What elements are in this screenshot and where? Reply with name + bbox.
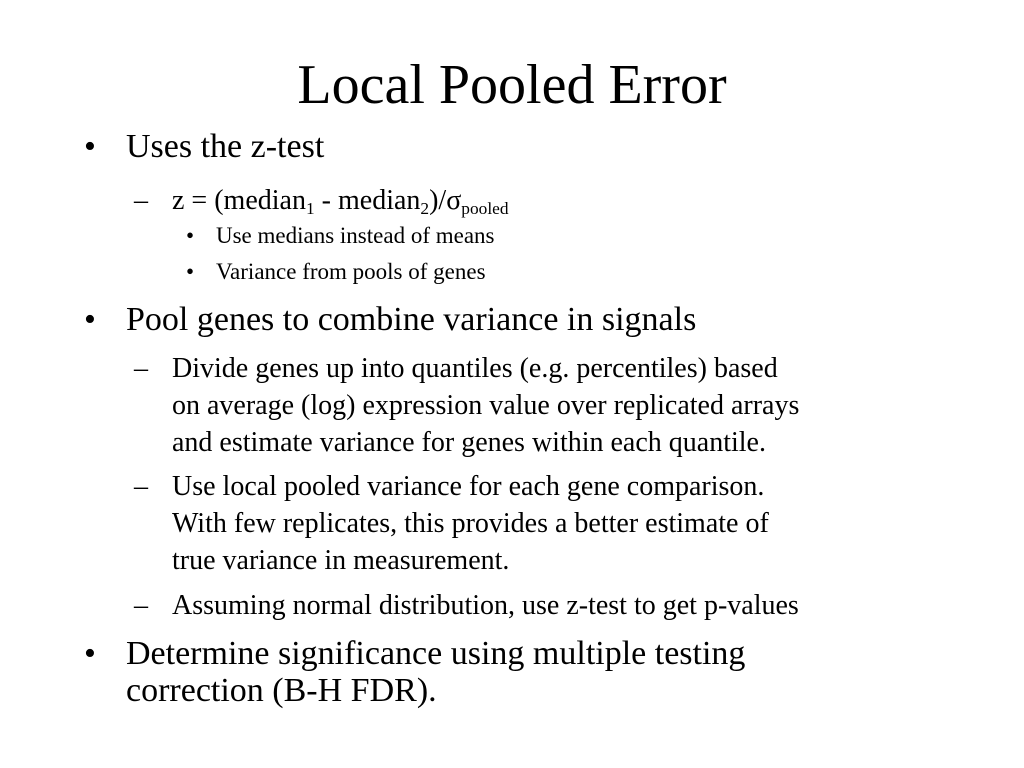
- bullet-item: [84, 301, 984, 338]
- bullet-item: [84, 635, 984, 709]
- text-line: on average (log) expression value over replicated arrays: [172, 390, 800, 421]
- text-line: With few replicates, this provides a better estimate of: [172, 508, 769, 539]
- bullet-marker: •: [186, 223, 195, 248]
- text-line: Use local pooled variance for each gene comparison.: [172, 471, 765, 502]
- text-line: true variance in measurement.: [172, 545, 510, 576]
- bullet-text: [172, 468, 954, 579]
- formula-mid: - median: [314, 185, 421, 216]
- bullet-text: Uses the z-test: [126, 128, 325, 165]
- z-formula: [172, 182, 954, 222]
- dash-marker: –: [134, 471, 148, 502]
- dash-marker: –: [134, 185, 148, 216]
- bullet-text: Variance from pools of genes: [216, 259, 486, 284]
- formula-subscript-pooled: pooled: [461, 198, 509, 218]
- bullet-text: Assuming normal distribution, use z-test to get p-values: [172, 590, 799, 621]
- text-line: Divide genes up into quantiles (e.g. percentiles) based: [172, 353, 778, 384]
- sub-sub-bullet-item: [186, 255, 946, 289]
- formula-subscript-2: 2: [420, 198, 430, 218]
- formula-tail: )/: [429, 185, 447, 216]
- sub-bullet-item: [134, 182, 954, 222]
- sigma-symbol: σ: [446, 185, 462, 216]
- text-line: Determine significance using multiple testing: [126, 635, 746, 672]
- dash-marker: –: [134, 353, 148, 384]
- dash-marker: –: [134, 590, 148, 621]
- formula-subscript-1: 1: [305, 198, 315, 218]
- sub-bullet-item: [134, 587, 954, 624]
- bullet-marker: •: [186, 259, 195, 284]
- sub-bullet-item: [134, 350, 954, 461]
- bullet-text: [126, 635, 984, 709]
- bullet-marker: •: [84, 301, 96, 338]
- bullet-item: [84, 128, 984, 165]
- text-line: and estimate variance for genes within each quantile.: [172, 427, 766, 458]
- sub-bullet-item: [134, 468, 954, 579]
- bullet-text: [172, 350, 954, 461]
- formula-lead: z = (median: [172, 185, 306, 216]
- bullet-marker: •: [84, 128, 96, 165]
- bullet-text: Pool genes to combine variance in signals: [126, 301, 697, 338]
- text-line: correction (B-H FDR).: [126, 672, 437, 709]
- slide-title: Local Pooled Error: [297, 54, 727, 116]
- sub-sub-bullet-item: [186, 219, 946, 253]
- bullet-marker: •: [84, 635, 96, 672]
- bullet-text: Use medians instead of means: [216, 223, 495, 248]
